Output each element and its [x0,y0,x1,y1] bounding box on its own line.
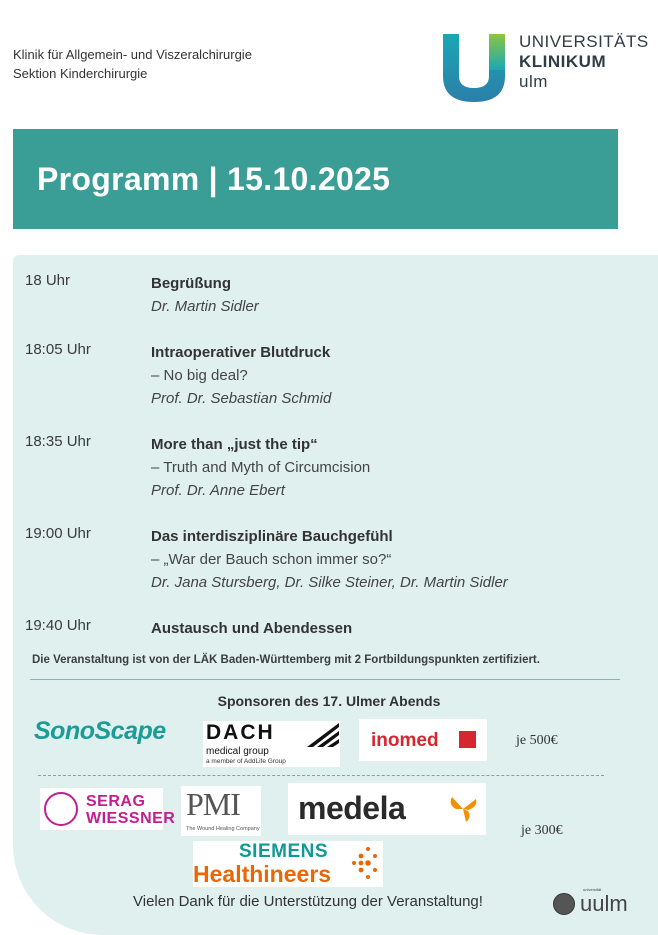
siemens-healthineers-logo [193,841,383,887]
program-time: 18 Uhr [25,272,71,289]
department-header [13,45,252,83]
tier1-price: je 500€ [516,733,558,748]
thanks-note: Vielen Dank für die Unterstützung der Veranstaltung! [133,893,483,910]
program-subtitle: – „War der Bauch schon immer so?“ [151,551,392,568]
siemens-logo-line-2: Healthineers [193,861,332,887]
program-title: Begrüßung [151,275,231,292]
program-speaker: Dr. Jana Stursberg, Dr. Silke Steiner, Dr. Martin Sidler [151,574,508,591]
logo-line-3: ulm [519,72,548,91]
uulm-logo-small-text: universität [583,887,602,892]
dach-logo-tagline: a member of AddLife Group [206,758,286,765]
inomed-logo [359,719,487,761]
medela-butterfly-icon [448,795,478,823]
dach-logo-name: DACH [206,721,275,744]
serag-logo-line-1: SERAG [86,793,146,810]
university-hospital-logo [443,32,653,104]
logo-wordmark [519,32,649,92]
page-title: Programm | 15.10.2025 [37,161,391,197]
pmi-logo-tagline: The Wound Healing Company [186,826,260,832]
serag-logo-line-2: WIESSNER [86,810,176,827]
sponsors-heading: Sponsoren des 17. Ulmer Abends [217,693,441,709]
program-title: Intraoperativer Blutdruck [151,344,331,361]
dach-stripes-icon [307,723,339,747]
program-speaker: Dr. Martin Sidler [151,298,259,315]
program-subtitle: – Truth and Myth of Circumcision [151,459,371,476]
program-time: 19:40 Uhr [25,617,91,634]
tier2-price: je 300€ [521,823,563,838]
logo-line-1: UNIVERSITÄTS [519,32,649,51]
medela-logo [288,783,486,835]
program-title: More than „just the tip“ [151,436,318,453]
serag-logo-text [86,793,175,827]
program-speaker: Prof. Dr. Anne Ebert [151,482,285,499]
dach-logo-subtitle: medical group [206,746,269,757]
serag-wiessner-logo [40,788,176,830]
program-time: 18:05 Uhr [25,341,91,358]
program-time: 19:00 Uhr [25,525,91,542]
uulm-logo: uulm [580,891,628,916]
certification-note: Die Veranstaltung ist von der LÄK Baden-Württemberg mit 2 Fortbildungspunkten zertifiziert. [32,654,540,666]
logo-line-2: KLINIKUM [519,52,607,71]
siemens-dots-icon [350,845,378,881]
department-line-1: Klinik für Allgemein- und Viszeralchirurgie [13,47,252,62]
inomed-mark-icon [459,731,476,748]
program-banner [13,129,618,229]
serag-circle-icon [44,792,78,826]
u-logo-icon [443,34,505,102]
program-title: Das interdisziplinäre Bauchgefühl [151,528,393,545]
department-line-2: Sektion Kinderchirurgie [13,66,148,81]
sonoscape-logo: SonoScape [34,717,166,745]
dach-logo [203,721,340,767]
program-subtitle: – No big deal? [151,367,248,384]
program-speaker: Prof. Dr. Sebastian Schmid [151,390,332,407]
pmi-logo-name: PMI [186,786,240,822]
program-time: 18:35 Uhr [25,433,91,450]
program-title: Austausch und Abendessen [151,620,353,637]
university-seal-icon [553,893,575,915]
pmi-logo [181,786,261,836]
siemens-logo-line-1: SIEMENS [239,841,329,862]
inomed-logo-name: inomed [371,730,439,751]
divider [30,679,620,680]
dashed-divider [38,775,604,776]
medela-logo-name: medela [298,790,406,826]
